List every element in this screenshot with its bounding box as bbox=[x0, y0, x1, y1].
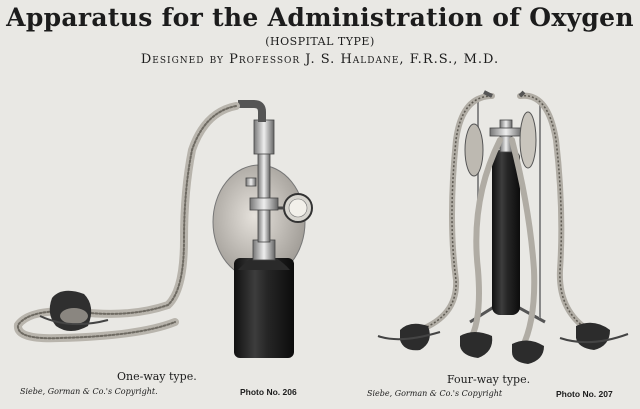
left-figure-photo-number: Photo No. 206 bbox=[240, 387, 297, 397]
right-figure-caption: Four-way type. bbox=[447, 373, 531, 386]
right-figure-copyright: Siebe, Gorman & Co.'s Copyright bbox=[367, 389, 503, 398]
oxygen-cylinder bbox=[492, 150, 520, 315]
page-title: Apparatus for the Administration of Oxygen bbox=[6, 3, 634, 32]
left-figure-caption: One-way type. bbox=[117, 370, 197, 383]
oxygen-cylinder bbox=[234, 258, 294, 358]
left-figure-copyright: Siebe, Gorman & Co.'s Copyright. bbox=[20, 387, 158, 396]
page-subtitle: (HOSPITAL TYPE) bbox=[265, 35, 375, 48]
face-masks bbox=[400, 323, 610, 364]
regulator-column bbox=[258, 150, 270, 242]
one-way-apparatus-illustration bbox=[18, 104, 312, 358]
designer-credit: Designed by Professor J. S. Haldane, F.R.S., M.D. bbox=[140, 52, 500, 67]
reservoir-bag bbox=[520, 112, 536, 168]
right-figure-photo-number: Photo No. 207 bbox=[556, 389, 613, 399]
four-way-apparatus-illustration bbox=[378, 92, 628, 364]
reservoir-bag bbox=[465, 124, 483, 176]
